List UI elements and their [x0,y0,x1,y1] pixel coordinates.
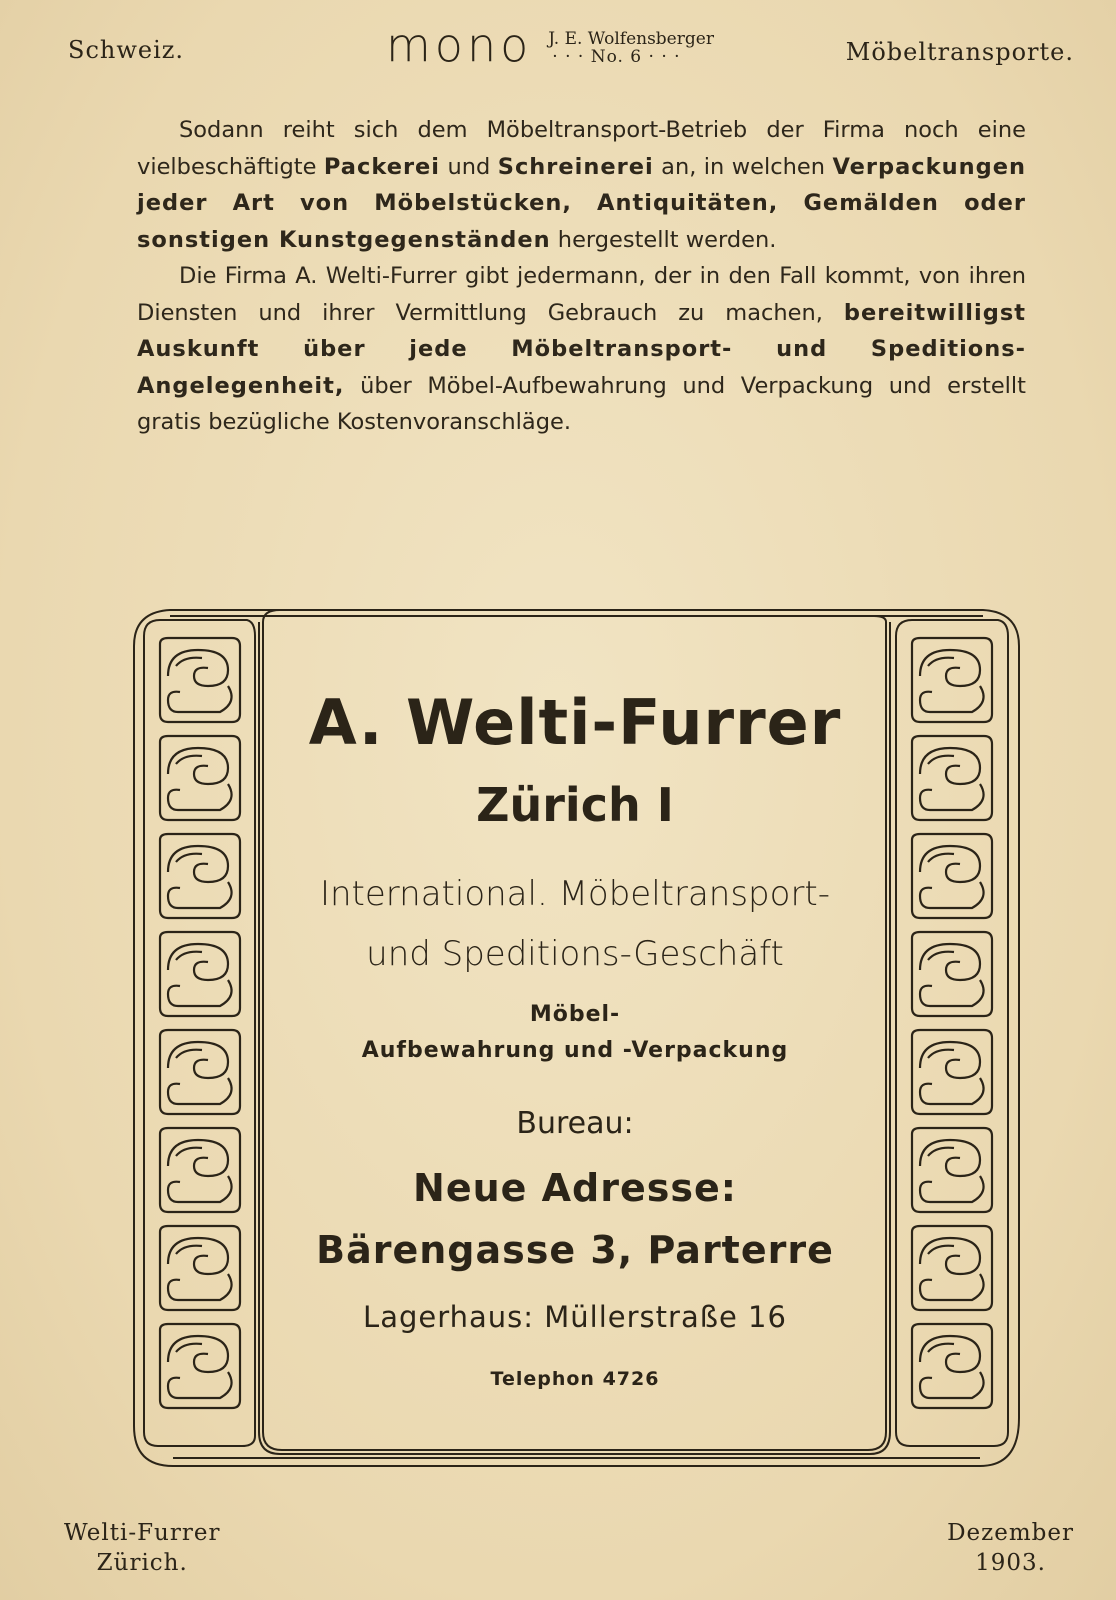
p1-bold-1: Packerei [323,153,441,180]
mono-logo: mono [386,18,533,72]
ornament-swirl [912,932,992,1016]
header-masthead [386,18,714,72]
paragraph-1 [137,112,1026,258]
p1-text-2: und [440,153,498,180]
footer-company-name: Welti-Furrer [64,1520,221,1546]
street-address: Bärengasse 3, Parterre [316,1228,834,1272]
company-city: Zürich I [476,778,674,832]
paragraph-2 [137,258,1026,441]
ornament-swirl [912,1030,992,1114]
telephone-number: Telephon 4726 [490,1368,660,1390]
business-type-line-2: und Speditions-Geschäft [366,934,784,974]
footer-date [947,1518,1074,1578]
ornament-swirl [160,932,240,1016]
business-type-line-1: International. Möbeltransport- [319,874,831,914]
new-address-label: Neue Adresse: [413,1166,737,1210]
ornament-swirl [160,638,240,722]
ornament-swirl [160,834,240,918]
ornament-swirl [160,736,240,820]
p2-text-1: Die Firma A. Welti-Furrer gibt jedermann, der in den Fall kommt, von ihren Diensten und ihrer Vermittlung Gebrauch zu machen, [137,263,1026,326]
storage-line-2: Aufbewahrung und -Verpackung [361,1038,789,1063]
p2-text-2: über Möbel-Aufbewahrung und Verpackung und erstellt gratis bezügliche Kostenvoranschläge. [137,372,1026,435]
body-text [137,112,1026,441]
ornament-swirl [912,1128,992,1212]
ornament-swirl [160,1226,240,1310]
footer-month: Dezember [947,1520,1074,1546]
ornament-swirl [912,1324,992,1408]
bureau-label: Bureau: [516,1106,634,1141]
header-country: Schweiz. [68,36,185,64]
ad-content [265,606,885,1470]
company-name: A. Welti-Furrer [308,686,842,759]
ornament-swirl [912,736,992,820]
ornament-swirl [912,834,992,918]
p2-bold-1: bereitwilligst Auskunft über jede Möbeltransport- und Speditions-Angelegenheit, [137,299,1026,399]
p1-text-1: Sodann reiht sich dem Möbeltransport-Betrieb der Firma noch eine vielbeschäftigte [137,117,1026,180]
publisher-name: J. E. Wolfensberger [548,29,714,49]
footer-year: 1903. [975,1550,1046,1576]
storage-line-1: Möbel- [529,1002,621,1027]
issue-number: · · · No. 6 · · · [552,47,681,67]
p1-text-3: an, in welchen [653,153,833,180]
ornament-swirl [160,1324,240,1408]
ornament-swirl [912,638,992,722]
publisher-block [548,30,714,66]
ornament-swirl [160,1030,240,1114]
ornament-swirl [912,1226,992,1310]
p1-bold-2: Schreinerei [497,153,654,180]
warehouse-address: Lagerhaus: Müllerstraße 16 [363,1300,787,1334]
p1-text-4: hergestellt werden. [550,226,777,253]
header-topic: Möbeltransporte. [845,38,1074,66]
ornament-swirl [160,1128,240,1212]
footer-company [64,1518,220,1578]
advertisement [130,606,1023,1470]
footer-company-city: Zürich. [96,1550,188,1576]
p1-bold-3: Verpackungen jeder Art von Möbelstücken, Antiquitäten, Gemälden oder sonstigen Kunstgegenständen [137,153,1027,253]
